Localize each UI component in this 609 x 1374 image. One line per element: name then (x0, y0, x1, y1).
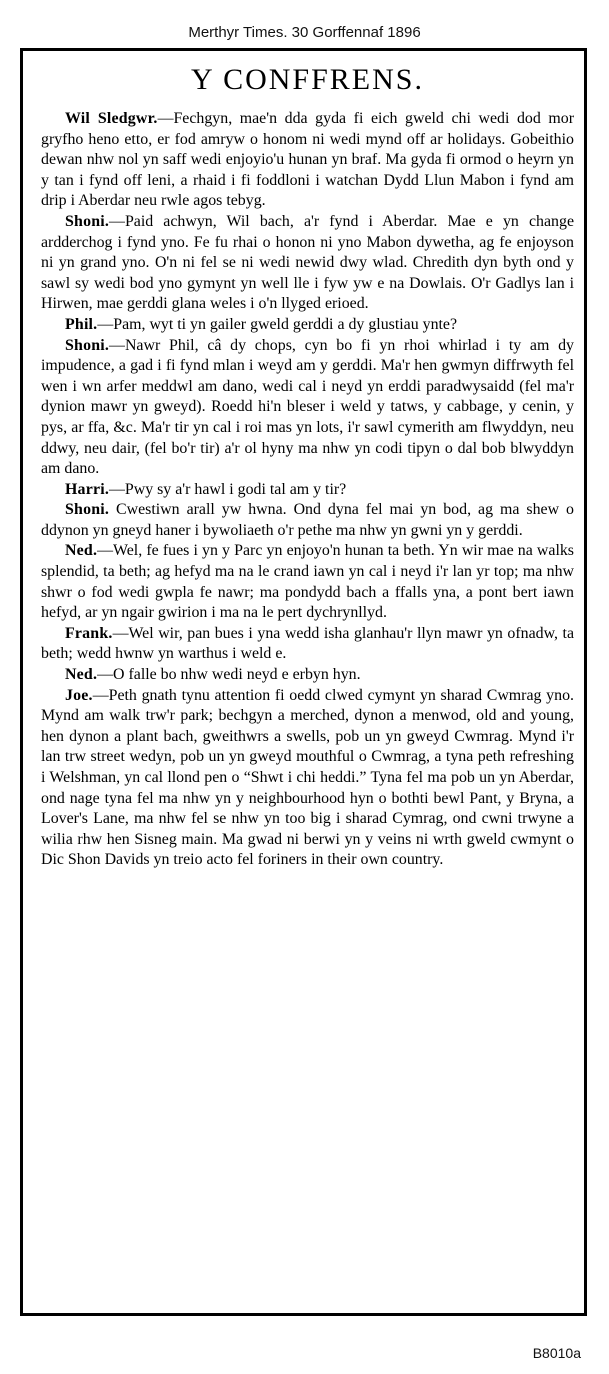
dialogue-paragraph (41, 212, 574, 315)
dialogue-text: —Paid achwyn, Wil bach, a'r fynd i Aberdar. Mae e yn change ardderchog i fynd yno. Fe fu rhai o honon ni yno Mabon dywetha, ag fe enjoyson ni yn grand yno. O'n ni fel se ni wedi newid dwy wlad. Chredith dyn byth ond y sawl sy wedi bod yno gymynt yn well lle i fyw yw e na Dowlais. O'r Gadlys lan i Hirwen, mae gerddi glana weles i o'n llyged erioed. (41, 212, 574, 313)
speaker-name: Harri. (65, 480, 109, 498)
dialogue-paragraph (41, 336, 574, 480)
dialogue-text: —Nawr Phil, câ dy chops, cyn bo fi yn rhoi whirlad i ty am dy impudence, a gad i fi fynd mlan i weyd am y gerddi. Ma'r hen gwmyn diffrwyth fel wen i wn arfer meddwl am dano, wedi cal i neyd yn erddi paradwysaidd (fel ma'r dynion mawr yn gweyd). Roedd hi'n bleser i weld y tatws, y cabbage, y cenin, y pys, ar ffa, &c. Ma'r tir yn cal i roi mas yn lots, i'r sawl cymerith am flwyddyn, neu ddwy, neu dair, (fel bo'r tir) a'r ol hyny ma nhw yn codi tipyn o dal bob blwyddyn am dano. (41, 336, 574, 478)
dialogue-text: —Peth gnath tynu attention fi oedd clwed cymynt yn sharad Cwmrag yno. Mynd am walk trw'r park; bechgyn a merched, dynon a menwod, old and young, hen dynon a plant bach, gweithwrs a swells, pob un yn gweyd Cwmrag. Mynd i'r lan trw street wedyn, pob un yn gweyd mouthful o Cwmrag, a tyna peth refreshing i Welshman, yn cal llond pen o “Shwt i chi heddi.” Tyna fel ma pob un yn Aberdar, ond nage tyna fel ma nhw yn y neighbourhood hyn o bothti bewl Pant, y Bryna, a Lover's Lane, ma nhw fel se nhw yn too big i sharad Cymrag, ond cwni trwyne a wilia rhw hen Sisneg main. Ma gwad ni berwi yn y veins ni wrth gweld cwmynt o Dic Shon Davids yn treio acto fel foriners in their own country. (41, 686, 574, 869)
dialogue-text: —O falle bo nhw wedi neyd e erbyn hyn. (97, 666, 361, 684)
newspaper-clipping (20, 48, 587, 1316)
dialogue-paragraph (41, 541, 574, 623)
speaker-name: Wil Sledgwr. (65, 110, 158, 127)
dialogue-text: —Wel wir, pan bues i yna wedd isha glanhau'r llyn mawr yn ofnadw, ta beth; wedd hwnw yn warthus i weld e. (41, 624, 574, 663)
dialogue-text: Cwestiwn arall yw hwna. Ond dyna fel mai yn bod, ag ma shew o ddynon yn gneyd haner i bywoliaeth o'r pethe ma nhw yn gwni yn y gerddi. (41, 501, 574, 539)
speaker-name: Phil. (65, 315, 98, 333)
speaker-name: Shoni. (65, 212, 110, 230)
dialogue-paragraph (41, 315, 574, 336)
speaker-name: Joe. (65, 686, 93, 704)
dialogue-text: —Pam, wyt ti yn gailer gweld gerddi a dy glustiau ynte? (97, 315, 458, 333)
article-body (41, 109, 574, 871)
speaker-name: Shoni. (65, 336, 110, 354)
dialogue-paragraph (41, 665, 574, 686)
dialogue-text: —Pwy sy a'r hawl i godi tal am y tir? (109, 480, 347, 498)
speaker-name: Ned. (65, 542, 98, 560)
speaker-name: Shoni. (65, 501, 110, 519)
reference-id: B8010a (532, 1345, 581, 1361)
dialogue-paragraph (41, 109, 574, 212)
dialogue-text: —Fechgyn, mae'n dda gyda fi eich gweld chi wedi dod mor gryfho heno etto, er fod amryw o honom ni wedi mynd off ar holidays. Gobeithio dewan nhw nol yn saff wedi enjoyio'u hunan yn braf. Ma gyda fi ormod o heyrn yn y tan i fynd off leni, a rhaid i fi foddloni i watchan Dydd Llun Mabon i fynd am drip i Aberdar neu rwle agos tebyg. (41, 110, 575, 210)
dialogue-paragraph (41, 624, 574, 665)
dialogue-paragraph (41, 686, 574, 871)
speaker-name: Ned. (65, 666, 98, 684)
speaker-name: Frank. (65, 624, 113, 642)
dialogue-paragraph (41, 500, 574, 541)
dialogue-text: —Wel, fe fues i yn y Parc yn enjoyo'n hunan ta beth. Yn wir mae na walks splendid, ta beth; ag hefyd ma na le crand iawn yn cal i neyd i'r lan yr top; ma nhw shwr o fod wedi gwpla fe nawr; ma pondydd bach a ffalls yna, a pont bert iawn hefyd, ar yn ngair gwirion i ma na le pert dychrynllyd. (41, 542, 574, 622)
source-caption: Merthyr Times. 30 Gorffennaf 1896 (188, 24, 421, 41)
article-title: Y CONFFRENS. (191, 63, 424, 96)
dialogue-paragraph (41, 480, 574, 501)
